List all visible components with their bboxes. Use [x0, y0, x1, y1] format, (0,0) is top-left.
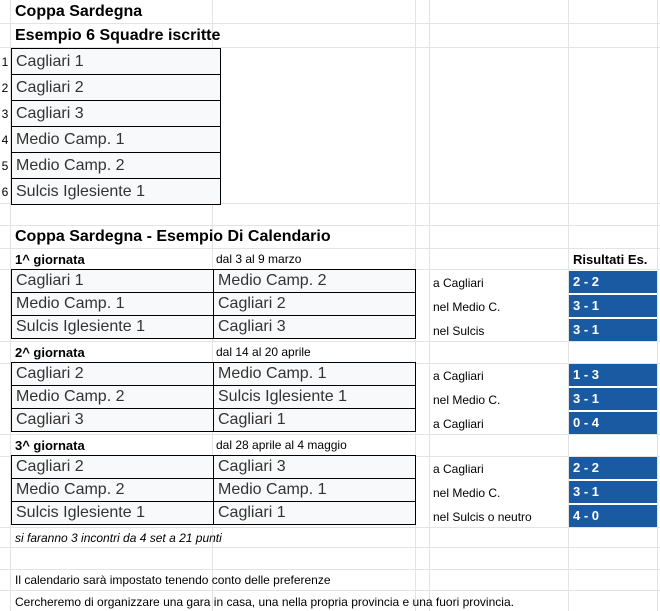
round-2-matches: [11, 362, 416, 432]
away-team-cell[interactable]: Sulcis Iglesiente 1: [214, 386, 416, 409]
match-row: [12, 479, 416, 502]
venue-cell: a Cagliari: [433, 369, 484, 383]
match-row: [12, 456, 416, 479]
page-title: Coppa Sardegna: [15, 3, 143, 20]
round-3-matches: [11, 455, 416, 525]
team-cell[interactable]: Cagliari 1: [12, 49, 221, 75]
home-team-cell[interactable]: Cagliari 2: [12, 456, 214, 479]
away-team-cell[interactable]: Cagliari 3: [214, 456, 416, 479]
team-cell[interactable]: Medio Camp. 2: [12, 153, 221, 179]
grid-col-line: [429, 0, 430, 611]
row-number: 6: [1, 185, 9, 199]
round-name: 3^ giornata: [15, 438, 85, 453]
teams-table: [11, 48, 221, 205]
venue-cell: nel Sulcis: [433, 324, 485, 338]
grid-row-line: [0, 569, 660, 570]
row-number: 2: [1, 81, 9, 95]
round-dates: dal 28 aprile al 4 maggio: [216, 438, 347, 452]
away-team-cell[interactable]: Medio Camp. 2: [214, 270, 416, 293]
venue-cell: nel Medio C.: [433, 393, 501, 407]
grid-row-line: [0, 527, 660, 528]
home-team-cell[interactable]: Sulcis Iglesiente 1: [12, 502, 214, 525]
result-cell[interactable]: 3 - 1: [569, 319, 657, 341]
round-name: 2^ giornata: [15, 345, 85, 360]
footer-note-1: Il calendario sarà impostato tenendo conto delle preferenze: [15, 573, 331, 587]
venue-cell: nel Medio C.: [433, 300, 501, 314]
home-team-cell[interactable]: Cagliari 3: [12, 409, 214, 432]
round-1-matches: [11, 269, 416, 339]
result-cell[interactable]: 4 - 0: [569, 505, 657, 527]
footer-note-2: Cercheremo di organizzare una gara in casa, una nella propria provincia e una fuori provincia.: [15, 595, 514, 609]
grid-row-line: [0, 225, 660, 226]
results-header: Risultati Es.: [573, 252, 648, 267]
grid-col-line: [657, 0, 658, 611]
round-name: 1^ giornata: [15, 252, 85, 267]
match-row: [12, 316, 416, 339]
format-note: si faranno 3 incontri da 4 set a 21 punti: [15, 531, 222, 545]
grid-row-line: [0, 434, 660, 435]
grid-row-line: [0, 547, 660, 548]
away-team-cell[interactable]: Medio Camp. 1: [214, 479, 416, 502]
round-dates: dal 14 al 20 aprile: [216, 345, 311, 359]
venue-cell: a Cagliari: [433, 276, 484, 290]
team-cell[interactable]: Medio Camp. 1: [12, 127, 221, 153]
team-cell[interactable]: Cagliari 2: [12, 75, 221, 101]
result-cell[interactable]: 2 - 2: [569, 271, 657, 293]
home-team-cell[interactable]: Cagliari 1: [12, 270, 214, 293]
home-team-cell[interactable]: Sulcis Iglesiente 1: [12, 316, 214, 339]
result-cell[interactable]: 0 - 4: [569, 412, 657, 434]
row-number: 4: [1, 133, 9, 147]
match-row: [12, 363, 416, 386]
result-cell[interactable]: 2 - 2: [569, 457, 657, 479]
grid-row-line: [0, 248, 660, 249]
venue-cell: nel Medio C.: [433, 486, 501, 500]
match-row: [12, 270, 416, 293]
home-team-cell[interactable]: Medio Camp. 1: [12, 293, 214, 316]
grid-row-line: [0, 590, 660, 591]
away-team-cell[interactable]: Medio Camp. 1: [214, 363, 416, 386]
away-team-cell[interactable]: Cagliari 1: [214, 409, 416, 432]
away-team-cell[interactable]: Cagliari 1: [214, 502, 416, 525]
result-cell[interactable]: 1 - 3: [569, 364, 657, 386]
row-number: 3: [1, 107, 9, 121]
result-cell[interactable]: 3 - 1: [569, 481, 657, 503]
match-row: [12, 386, 416, 409]
match-row: [12, 293, 416, 316]
match-row: [12, 409, 416, 432]
grid-row-line: [0, 341, 660, 342]
home-team-cell[interactable]: Medio Camp. 2: [12, 479, 214, 502]
away-team-cell[interactable]: Cagliari 2: [214, 293, 416, 316]
row-number: 1: [1, 55, 9, 69]
away-team-cell[interactable]: Cagliari 3: [214, 316, 416, 339]
home-team-cell[interactable]: Cagliari 2: [12, 363, 214, 386]
venue-cell: nel Sulcis o neutro: [433, 510, 532, 524]
match-row: [12, 502, 416, 525]
venue-cell: a Cagliari: [433, 462, 484, 476]
page-subtitle: Esempio 6 Squadre iscritte: [15, 27, 221, 44]
calendar-title: Coppa Sardegna - Esempio Di Calendario: [15, 228, 331, 245]
team-cell[interactable]: Cagliari 3: [12, 101, 221, 127]
result-cell[interactable]: 3 - 1: [569, 388, 657, 410]
result-cell[interactable]: 3 - 1: [569, 295, 657, 317]
home-team-cell[interactable]: Medio Camp. 2: [12, 386, 214, 409]
row-number: 5: [1, 159, 9, 173]
grid-row-line: [0, 23, 660, 24]
team-cell[interactable]: Sulcis Iglesiente 1: [12, 179, 221, 205]
round-dates: dal 3 al 9 marzo: [216, 252, 302, 266]
venue-cell: a Cagliari: [433, 417, 484, 431]
